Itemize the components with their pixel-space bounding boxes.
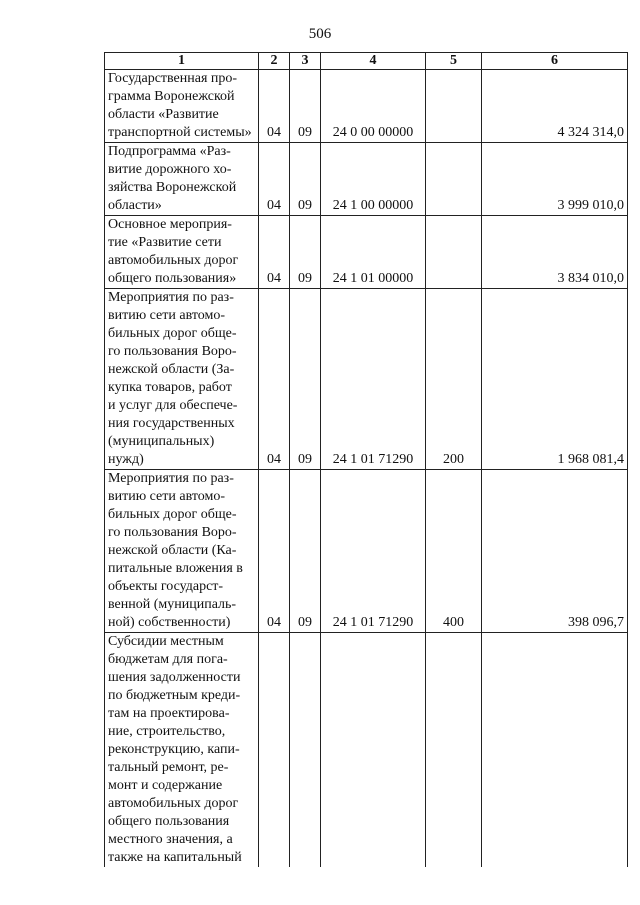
- page-number: 506: [308, 26, 332, 42]
- table-row: [105, 143, 628, 216]
- name-line: нежской области (За-: [108, 362, 235, 377]
- name-line: реконструкцию, капи-: [108, 742, 240, 757]
- name-line: монт и содержание: [108, 778, 223, 793]
- cell-sum: 398 096,7: [482, 470, 628, 633]
- name-line: (муниципальных): [108, 434, 215, 449]
- name-line: объекты государст-: [108, 579, 224, 594]
- cell-csr: 24 1 01 71290: [321, 470, 426, 633]
- header-col-4: 4: [321, 53, 426, 70]
- table-row: [105, 70, 628, 143]
- cell-sum: 3 999 010,0: [482, 143, 628, 216]
- cell-csr: 24 0 00 00000: [321, 70, 426, 143]
- table-row: [105, 633, 628, 868]
- cell-sum: 4 324 314,0: [482, 70, 628, 143]
- name-line: автомобильных дорог: [108, 796, 239, 811]
- cell-vr: [426, 143, 482, 216]
- cell-csr: [321, 633, 426, 868]
- cell-rz: 04: [259, 216, 290, 289]
- cell-name: [105, 70, 259, 143]
- name-line: нежской области (Ка-: [108, 543, 237, 558]
- name-line: области «Развитие: [108, 107, 219, 122]
- name-line: по бюджетным креди-: [108, 688, 241, 703]
- cell-pr: 09: [290, 216, 321, 289]
- name-line: нужд): [108, 452, 144, 467]
- cell-pr: 09: [290, 70, 321, 143]
- name-line: питальные вложения в: [108, 561, 243, 576]
- name-line: Государственная про-: [108, 71, 238, 86]
- cell-rz: [259, 633, 290, 868]
- name-line: венной (муниципаль-: [108, 597, 237, 612]
- name-line: общего пользования: [108, 814, 230, 829]
- cell-pr: [290, 633, 321, 868]
- name-line: тальный ремонт, ре-: [108, 760, 229, 775]
- name-line: ния государственных: [108, 416, 235, 431]
- name-line: тие «Развитие сети: [108, 235, 222, 250]
- name-line: и услуг для обеспече-: [108, 398, 238, 413]
- name-line: Мероприятия по раз-: [108, 471, 234, 486]
- cell-rz: 04: [259, 470, 290, 633]
- cell-csr: 24 1 00 00000: [321, 143, 426, 216]
- name-line: общего пользования»: [108, 271, 237, 286]
- name-line: местного значения, а: [108, 832, 233, 847]
- name-line: витию сети автомо-: [108, 489, 226, 504]
- cell-vr: [426, 216, 482, 289]
- name-line: грамма Воронежской: [108, 89, 235, 104]
- cell-name: [105, 470, 259, 633]
- cell-vr: [426, 70, 482, 143]
- header-col-3: 3: [290, 53, 321, 70]
- cell-vr: 400: [426, 470, 482, 633]
- table-header-row: [105, 53, 628, 70]
- cell-pr: 09: [290, 143, 321, 216]
- cell-sum: 1 968 081,4: [482, 289, 628, 470]
- name-line: также на капитальный: [108, 850, 242, 865]
- name-line: витию сети автомо-: [108, 308, 226, 323]
- name-line: витие дорожного хо-: [108, 162, 232, 177]
- cell-rz: 04: [259, 70, 290, 143]
- table-body: [105, 70, 628, 868]
- table-row: [105, 470, 628, 633]
- name-line: автомобильных дорог: [108, 253, 239, 268]
- name-line: Мероприятия по раз-: [108, 290, 234, 305]
- cell-vr: 200: [426, 289, 482, 470]
- cell-rz: 04: [259, 289, 290, 470]
- cell-name: [105, 143, 259, 216]
- header-col-5: 5: [426, 53, 482, 70]
- table-row: [105, 216, 628, 289]
- name-line: бильных дорог обще-: [108, 326, 237, 341]
- name-line: области»: [108, 198, 162, 213]
- name-line: транспортной системы»: [108, 125, 252, 140]
- name-line: ние, строительство,: [108, 724, 226, 739]
- name-line: купка товаров, работ: [108, 380, 232, 395]
- cell-sum: [482, 633, 628, 868]
- cell-pr: 09: [290, 470, 321, 633]
- name-line: ной) собственности): [108, 615, 231, 630]
- name-line: там на проектирова-: [108, 706, 230, 721]
- name-line: го пользования Воро-: [108, 525, 237, 540]
- budget-table: [104, 52, 628, 867]
- name-line: бюджетам для пога-: [108, 652, 228, 667]
- name-line: Субсидии местным: [108, 634, 224, 649]
- cell-vr: [426, 633, 482, 868]
- cell-pr: 09: [290, 289, 321, 470]
- cell-csr: 24 1 01 71290: [321, 289, 426, 470]
- cell-name: [105, 216, 259, 289]
- name-line: зяйства Воронежской: [108, 180, 237, 195]
- header-col-1: 1: [105, 53, 259, 70]
- name-line: Основное мероприя-: [108, 217, 232, 232]
- cell-name: [105, 289, 259, 470]
- name-line: шения задолженности: [108, 670, 241, 685]
- name-line: Подпрограмма «Раз-: [108, 144, 231, 159]
- header-col-6: 6: [482, 53, 628, 70]
- name-line: бильных дорог обще-: [108, 507, 237, 522]
- cell-name: [105, 633, 259, 868]
- cell-sum: 3 834 010,0: [482, 216, 628, 289]
- name-line: го пользования Воро-: [108, 344, 237, 359]
- cell-rz: 04: [259, 143, 290, 216]
- cell-csr: 24 1 01 00000: [321, 216, 426, 289]
- header-col-2: 2: [259, 53, 290, 70]
- table-row: [105, 289, 628, 470]
